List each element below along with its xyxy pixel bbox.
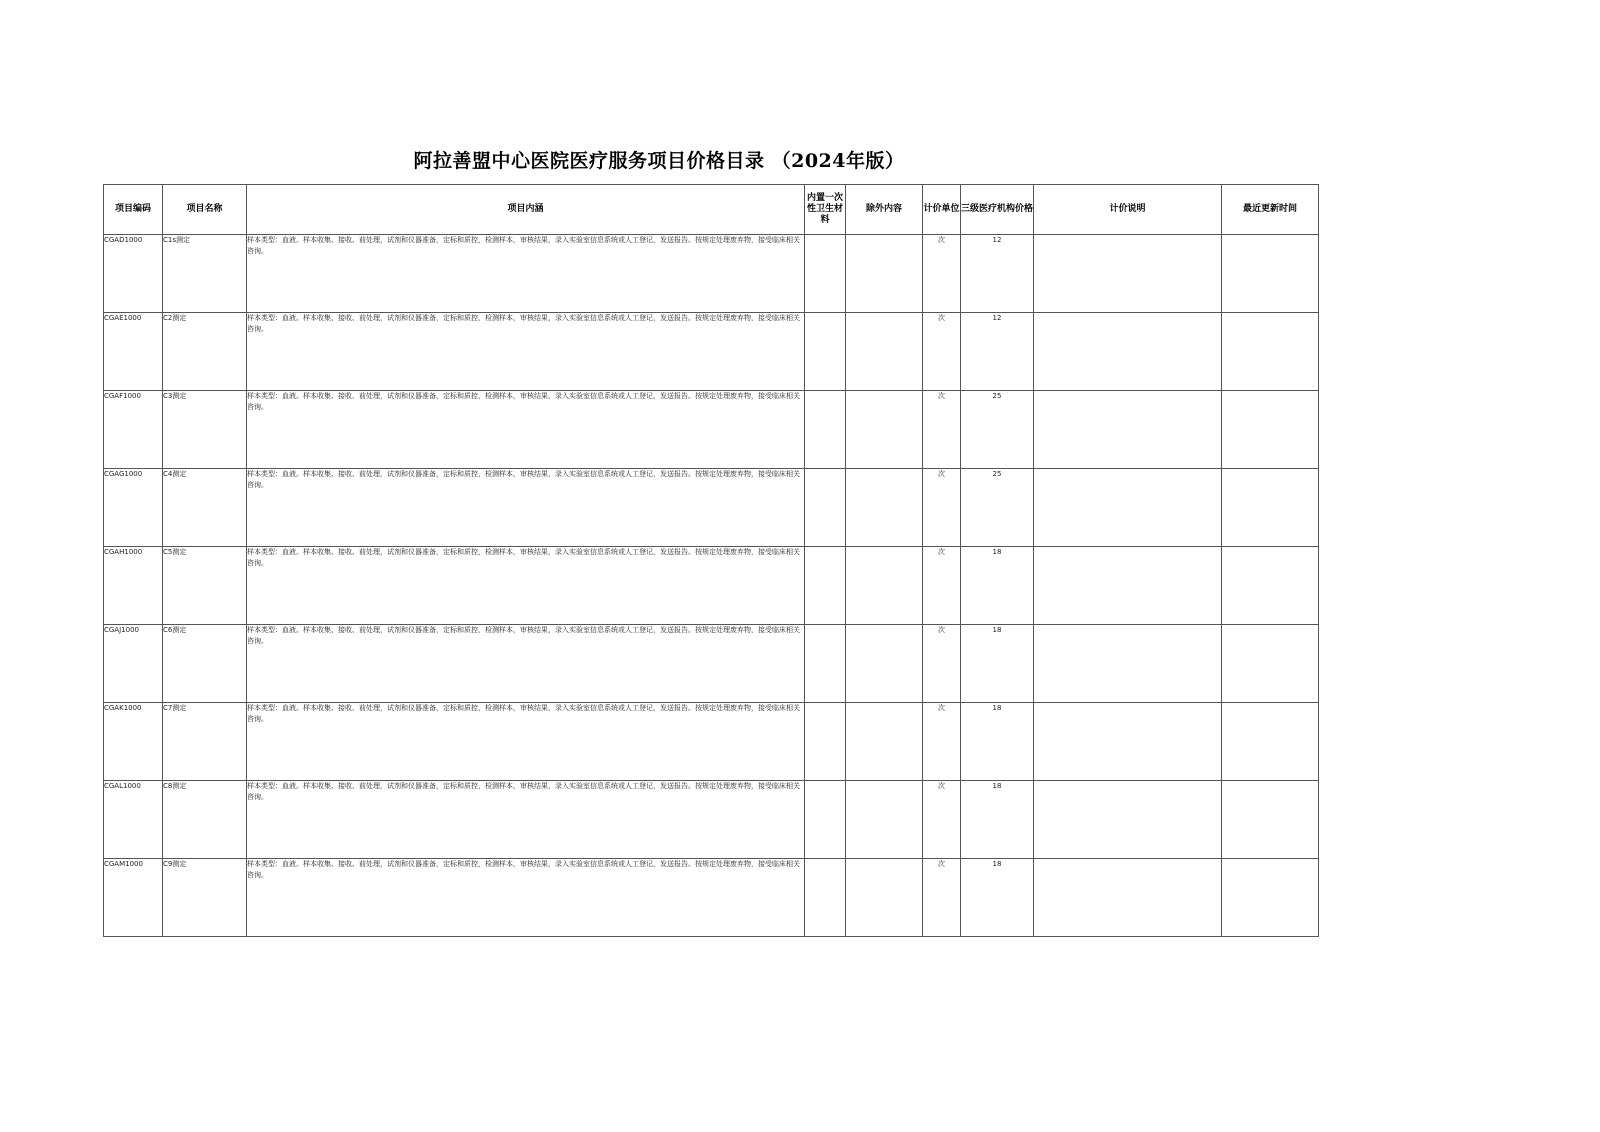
cell-exclusions [846, 859, 923, 937]
cell-materials [805, 625, 846, 703]
cell-name: C1s测定 [163, 235, 247, 313]
cell-exclusions [846, 703, 923, 781]
cell-code: CGAD1000 [104, 235, 163, 313]
header-unit: 计价单位 [923, 185, 961, 235]
cell-updated [1222, 781, 1319, 859]
header-materials: 内置一次性卫生材料 [805, 185, 846, 235]
cell-price: 25 [961, 469, 1034, 547]
cell-name: C3测定 [163, 391, 247, 469]
table-row [104, 313, 1319, 391]
cell-unit: 次 [923, 625, 961, 703]
cell-notes [1034, 391, 1222, 469]
cell-unit: 次 [923, 703, 961, 781]
cell-name: C7测定 [163, 703, 247, 781]
cell-price: 25 [961, 391, 1034, 469]
cell-materials [805, 391, 846, 469]
cell-content: 样本类型：血液。样本收集、接收、前处理，试剂和仪器准备，定标和质控，检测样本，审核结果，录入实验室信息系统或人工登记，发送报告。按规定处理废弃物，接受临床相关咨询。 [247, 781, 805, 859]
table-row [104, 703, 1319, 781]
cell-updated [1222, 235, 1319, 313]
cell-code: CGAG1000 [104, 469, 163, 547]
cell-materials [805, 235, 846, 313]
cell-name: C8测定 [163, 781, 247, 859]
cell-notes [1034, 547, 1222, 625]
cell-content: 样本类型：血液。样本收集、接收、前处理，试剂和仪器准备，定标和质控，检测样本，审核结果，录入实验室信息系统或人工登记，发送报告。按规定处理废弃物，接受临床相关咨询。 [247, 469, 805, 547]
cell-materials [805, 469, 846, 547]
header-code: 项目编码 [104, 185, 163, 235]
cell-code: CGAJ1000 [104, 625, 163, 703]
cell-notes [1034, 235, 1222, 313]
cell-materials [805, 547, 846, 625]
cell-notes [1034, 703, 1222, 781]
header-row [104, 185, 1319, 235]
cell-notes [1034, 859, 1222, 937]
cell-unit: 次 [923, 313, 961, 391]
price-catalog-table [103, 184, 1319, 937]
cell-unit: 次 [923, 235, 961, 313]
cell-exclusions [846, 391, 923, 469]
cell-price: 18 [961, 781, 1034, 859]
cell-code: CGAF1000 [104, 391, 163, 469]
cell-content: 样本类型：血液。样本收集、接收、前处理，试剂和仪器准备，定标和质控，检测样本，审核结果，录入实验室信息系统或人工登记，发送报告。按规定处理废弃物，接受临床相关咨询。 [247, 547, 805, 625]
cell-unit: 次 [923, 469, 961, 547]
cell-name: C2测定 [163, 313, 247, 391]
cell-content: 样本类型：血液。样本收集、接收、前处理，试剂和仪器准备，定标和质控，检测样本，审核结果，录入实验室信息系统或人工登记，发送报告。按规定处理废弃物，接受临床相关咨询。 [247, 235, 805, 313]
cell-updated [1222, 469, 1319, 547]
cell-content: 样本类型：血液。样本收集、接收、前处理，试剂和仪器准备，定标和质控，检测样本，审核结果，录入实验室信息系统或人工登记，发送报告。按规定处理废弃物，接受临床相关咨询。 [247, 313, 805, 391]
cell-content: 样本类型：血液。样本收集、接收、前处理，试剂和仪器准备，定标和质控，检测样本，审核结果，录入实验室信息系统或人工登记，发送报告。按规定处理废弃物，接受临床相关咨询。 [247, 859, 805, 937]
header-name: 项目名称 [163, 185, 247, 235]
cell-updated [1222, 703, 1319, 781]
cell-exclusions [846, 625, 923, 703]
cell-materials [805, 859, 846, 937]
cell-price: 18 [961, 859, 1034, 937]
header-price: 三级医疗机构价格 [961, 185, 1034, 235]
cell-code: CGAL1000 [104, 781, 163, 859]
cell-name: C4测定 [163, 469, 247, 547]
document-title: 阿拉善盟中心医院医疗服务项目价格目录 （2024年版） [413, 150, 905, 172]
cell-price: 18 [961, 625, 1034, 703]
cell-name: C6测定 [163, 625, 247, 703]
table-row [104, 547, 1319, 625]
cell-unit: 次 [923, 391, 961, 469]
header-notes: 计价说明 [1034, 185, 1222, 235]
cell-content: 样本类型：血液。样本收集、接收、前处理，试剂和仪器准备，定标和质控，检测样本，审核结果，录入实验室信息系统或人工登记，发送报告。按规定处理废弃物，接受临床相关咨询。 [247, 391, 805, 469]
table-row [104, 859, 1319, 937]
cell-content: 样本类型：血液。样本收集、接收、前处理，试剂和仪器准备，定标和质控，检测样本，审核结果，录入实验室信息系统或人工登记，发送报告。按规定处理废弃物，接受临床相关咨询。 [247, 703, 805, 781]
cell-updated [1222, 547, 1319, 625]
cell-updated [1222, 859, 1319, 937]
cell-content: 样本类型：血液。样本收集、接收、前处理，试剂和仪器准备，定标和质控，检测样本，审核结果，录入实验室信息系统或人工登记，发送报告。按规定处理废弃物，接受临床相关咨询。 [247, 625, 805, 703]
cell-price: 12 [961, 235, 1034, 313]
cell-exclusions [846, 313, 923, 391]
cell-exclusions [846, 469, 923, 547]
cell-price: 12 [961, 313, 1034, 391]
cell-exclusions [846, 781, 923, 859]
table-row [104, 469, 1319, 547]
table-row [104, 625, 1319, 703]
cell-exclusions [846, 235, 923, 313]
cell-materials [805, 781, 846, 859]
cell-price: 18 [961, 703, 1034, 781]
cell-materials [805, 313, 846, 391]
cell-notes [1034, 469, 1222, 547]
cell-name: C5测定 [163, 547, 247, 625]
header-exclusions: 除外内容 [846, 185, 923, 235]
cell-updated [1222, 625, 1319, 703]
cell-name: C9测定 [163, 859, 247, 937]
cell-notes [1034, 625, 1222, 703]
cell-exclusions [846, 547, 923, 625]
cell-materials [805, 703, 846, 781]
header-content: 项目内涵 [247, 185, 805, 235]
table-row [104, 391, 1319, 469]
table-row [104, 781, 1319, 859]
header-updated: 最近更新时间 [1222, 185, 1319, 235]
cell-notes [1034, 313, 1222, 391]
cell-code: CGAM1000 [104, 859, 163, 937]
cell-unit: 次 [923, 859, 961, 937]
cell-updated [1222, 313, 1319, 391]
cell-unit: 次 [923, 547, 961, 625]
cell-notes [1034, 781, 1222, 859]
cell-code: CGAH1000 [104, 547, 163, 625]
cell-unit: 次 [923, 781, 961, 859]
cell-updated [1222, 391, 1319, 469]
cell-price: 18 [961, 547, 1034, 625]
cell-code: CGAE1000 [104, 313, 163, 391]
table-row [104, 235, 1319, 313]
cell-code: CGAK1000 [104, 703, 163, 781]
